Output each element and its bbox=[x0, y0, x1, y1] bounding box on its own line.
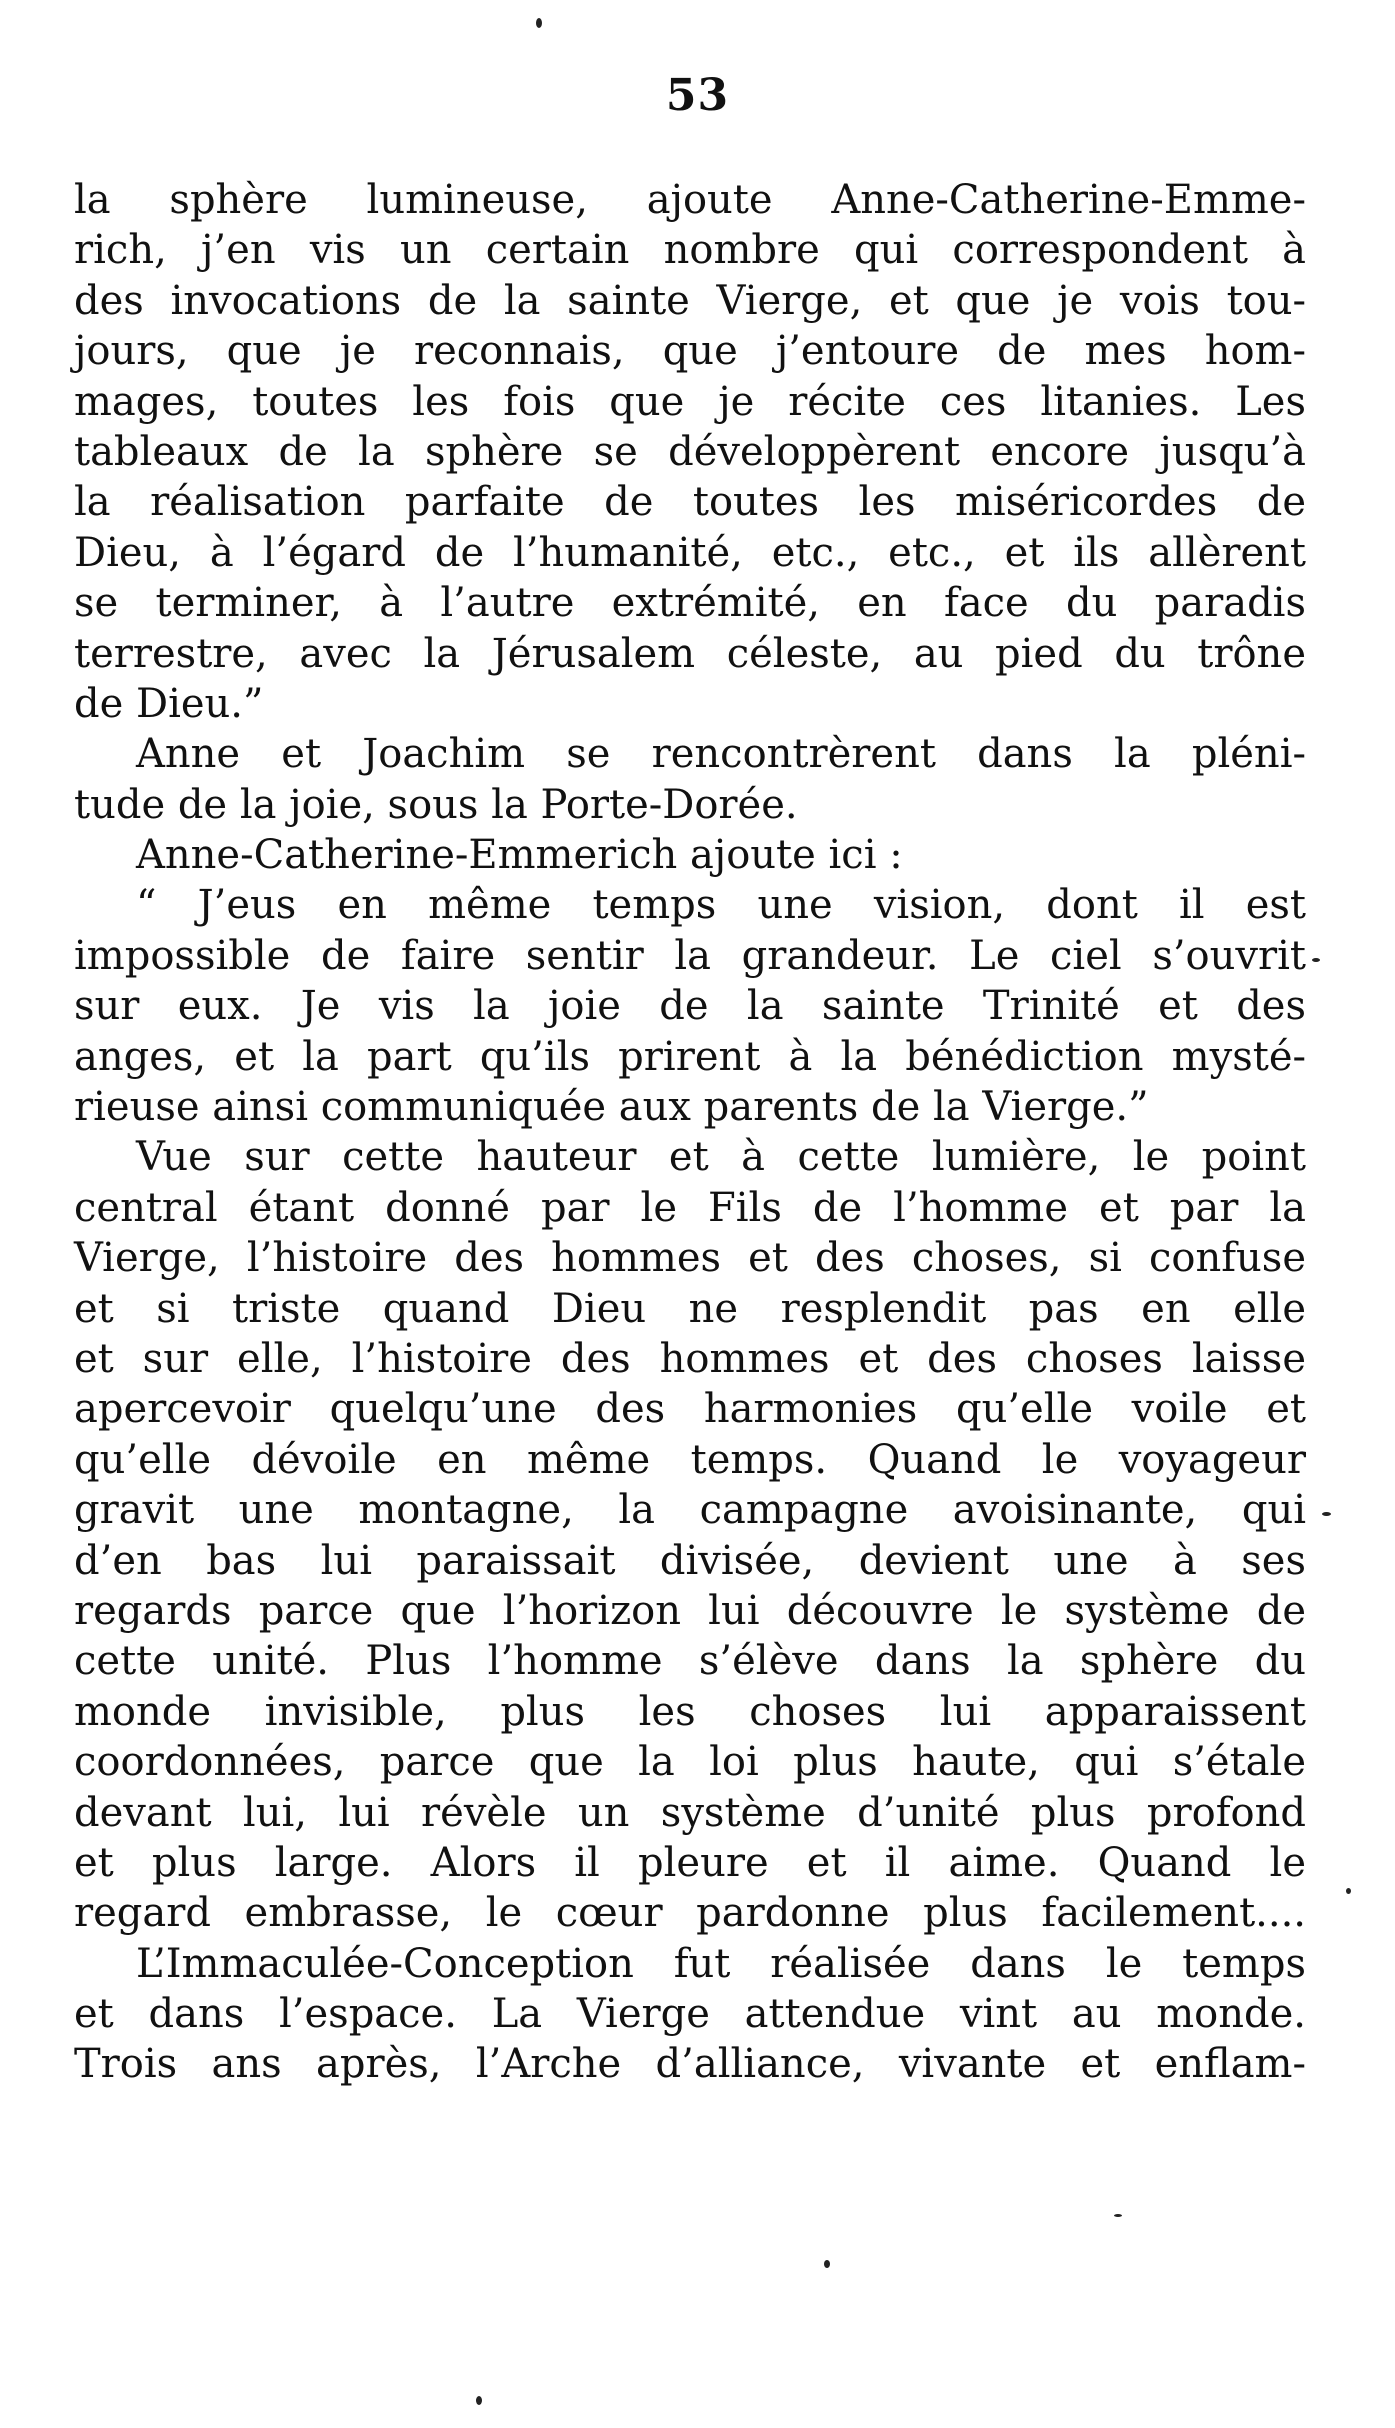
text-line: central étant donné par le Fils de l’homme et par la bbox=[74, 1184, 1306, 1231]
text-line: qu’elle dévoile en même temps. Quand le voyageur bbox=[74, 1436, 1306, 1483]
text-line: regards parce que l’horizon lui découvre le système de bbox=[74, 1587, 1306, 1634]
text-line: et plus large. Alors il pleure et il aime. Quand le bbox=[74, 1839, 1306, 1886]
text-line: rieuse ainsi communiquée aux parents de la Vierge.” bbox=[74, 1084, 1149, 1131]
text-line: et sur elle, l’histoire des hommes et des choses laisse bbox=[74, 1335, 1306, 1382]
text-line: L’Immaculée-Conception fut réalisée dans le temps bbox=[136, 1940, 1306, 1987]
scan-speck bbox=[1312, 958, 1320, 962]
text-line: la réalisation parfaite de toutes les miséricordes de bbox=[74, 479, 1306, 526]
text-line: la sphère lumineuse, ajoute Anne-Catherine-Emme- bbox=[74, 177, 1306, 223]
text-line: anges, et la part qu’ils prirent à la bénédiction mysté- bbox=[74, 1033, 1306, 1080]
scan-speck bbox=[476, 2396, 482, 2405]
text-line: de Dieu.” bbox=[74, 680, 264, 727]
text-line: Vue sur cette hauteur et à cette lumière, le point bbox=[136, 1134, 1306, 1181]
text-line: coordonnées, parce que la loi plus haute, qui s’étale bbox=[74, 1739, 1306, 1786]
text-line: tude de la joie, sous la Porte-Dorée. bbox=[74, 781, 798, 828]
text-line: des invocations de la sainte Vierge, et que je vois tou- bbox=[74, 277, 1306, 324]
text-line: d’en bas lui paraissait divisée, devient une à ses bbox=[74, 1537, 1306, 1584]
text-line: monde invisible, plus les choses lui apparaissent bbox=[74, 1688, 1306, 1735]
text-line: Trois ans après, l’Arche d’alliance, vivante et enflam- bbox=[74, 2041, 1306, 2088]
text-line: “ J’eus en même temps une vision, dont il est bbox=[136, 882, 1306, 929]
scan-speck bbox=[1114, 2214, 1122, 2217]
text-line: jours, que je reconnais, que j’entoure de mes hom- bbox=[74, 328, 1306, 375]
text-line: sur eux. Je vis la joie de la sainte Trinité et des bbox=[74, 983, 1306, 1030]
text-line: mages, toutes les fois que je récite ces litanies. Les bbox=[74, 378, 1306, 425]
text-line: Vierge, l’histoire des hommes et des choses, si confuse bbox=[74, 1235, 1306, 1282]
scan-speck bbox=[1322, 1512, 1331, 1516]
text-line: et si triste quand Dieu ne resplendit pas en elle bbox=[74, 1285, 1306, 1332]
text-line: tableaux de la sphère se développèrent encore jusqu’à bbox=[74, 428, 1306, 475]
text-line: et dans l’espace. La Vierge attendue vint au monde. bbox=[74, 1991, 1306, 2038]
page-number: 53 bbox=[665, 70, 730, 121]
text-line: terrestre, avec la Jérusalem céleste, au pied du trône bbox=[74, 630, 1306, 677]
text-line: impossible de faire sentir la grandeur. Le ciel s’ouvrit bbox=[74, 932, 1306, 979]
text-line: gravit une montagne, la campagne avoisinante, qui bbox=[74, 1487, 1306, 1534]
text-line: Anne-Catherine-Emmerich ajoute ici : bbox=[136, 832, 903, 879]
text-line: se terminer, à l’autre extrémité, en face du paradis bbox=[74, 580, 1306, 627]
scan-speck bbox=[1346, 1888, 1351, 1894]
text-line: rich, j’en vis un certain nombre qui correspondent à bbox=[74, 227, 1306, 274]
text-line: Anne et Joachim se rencontrèrent dans la pléni- bbox=[136, 731, 1306, 778]
text-line: regard embrasse, le cœur pardonne plus facilement.... bbox=[74, 1890, 1306, 1937]
scan-speck bbox=[824, 2260, 830, 2268]
text-line: devant lui, lui révèle un système d’unité plus profond bbox=[74, 1789, 1306, 1836]
body-text bbox=[74, 175, 1306, 2090]
text-line: Dieu, à l’égard de l’humanité, etc., etc., et ils allèrent bbox=[74, 529, 1306, 576]
text-line: cette unité. Plus l’homme s’élève dans la sphère du bbox=[74, 1638, 1306, 1685]
scan-speck bbox=[536, 18, 542, 28]
text-line: apercevoir quelqu’une des harmonies qu’elle voile et bbox=[74, 1386, 1306, 1433]
